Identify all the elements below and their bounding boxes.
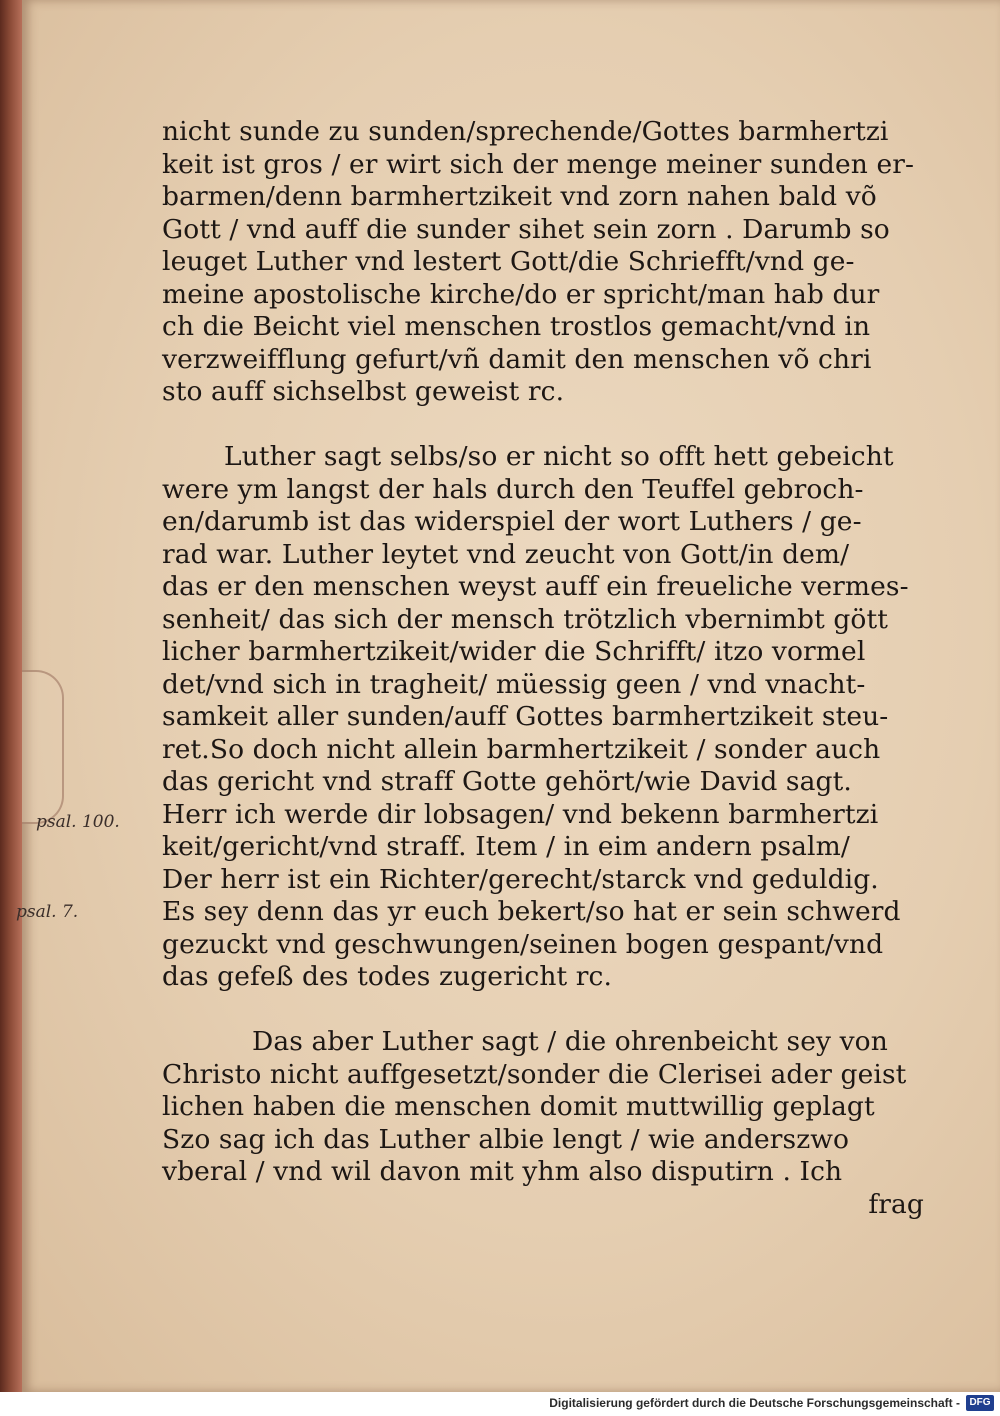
catchword: frag (868, 1188, 924, 1220)
text-line: Szo sag ich das Luther albie lengt / wie anderszwo (162, 1123, 850, 1155)
text-line: Der herr ist ein Richter/gerecht/starck vnd geduldig. (162, 863, 879, 895)
text-line: das gericht vnd straff Gotte gehört/wie David sagt. (162, 766, 852, 797)
text-line: Gott / vnd auff die sunder sihet sein zorn . Darumb so (162, 213, 890, 245)
margin-note-psalm-7: psal. 7. (16, 902, 79, 922)
text-line: barmen/denn barmhertzikeit vnd zorn nahen bald võ (162, 181, 877, 212)
text-line: das gefeß des todes zugericht rc. (162, 961, 613, 992)
text-line: were ym langst der hals durch den Teuffel gebroch- (162, 473, 864, 505)
page-clasp-mark (22, 670, 64, 824)
body-text (162, 116, 942, 1221)
text-line: nicht sunde zu sunden/sprechende/Gottes barmhertzi (162, 116, 889, 147)
text-line: vberal / vnd wil davon mit yhm also disputirn . Ich (162, 1156, 843, 1187)
text-line: rad war. Luther leytet vnd zeucht von Gott/in dem/ (162, 538, 850, 570)
footer-credit: Digitalisierung gefördert durch die Deutsche Forschungsgemeinschaft - (549, 1396, 960, 1410)
paragraph-gap (162, 994, 942, 1027)
text-line: ch die Beicht viel menschen trostlos gemacht/vnd in (162, 311, 871, 342)
paragraph-gap (162, 409, 942, 442)
text-line: Herr ich werde dir lobsagen/ vnd bekenn barmhertzi (162, 798, 879, 830)
text-line: Christo nicht auffgesetzt/sonder die Clerisei ader geist (162, 1058, 907, 1090)
text-line: keit/gericht/vnd straff. Item / in eim andern psalm/ (162, 831, 850, 862)
margin-note-psalm-100: psal. 100. (36, 812, 120, 832)
footer-bar (0, 1392, 1000, 1416)
text-line: lichen haben die menschen domit muttwillig geplagt (162, 1091, 875, 1122)
dfg-logo-icon: DFG (966, 1395, 994, 1411)
book-cover-edge (0, 0, 22, 1392)
text-line: Luther sagt selbs/so er nicht so offt hett gebeicht (224, 441, 894, 472)
text-line: senheit/ das sich der mensch trötzlich vbernimbt gött (162, 603, 888, 635)
text-line: leuget Luther vnd lestert Gott/die Schriefft/vnd ge- (162, 246, 855, 277)
text-line: meine apostolische kirche/do er spricht/man hab dur (162, 278, 880, 310)
text-line: licher barmhertzikeit/wider die Schrifft/ itzo vormel (162, 636, 866, 667)
text-line: Das aber Luther sagt / die ohrenbeicht sey von (252, 1026, 888, 1057)
text-line: gezuckt vnd geschwungen/seinen bogen gespant/vnd (162, 928, 884, 960)
text-line: en/darumb ist das widerspiel der wort Luthers / ge- (162, 506, 862, 537)
text-line: Es sey denn das yr euch bekert/so hat er sein schwerd (162, 896, 901, 927)
text-line: sto auff sichselbst geweist rc. (162, 376, 565, 407)
text-line: verzweifflung gefurt/vñ damit den menschen võ chri (162, 343, 872, 375)
text-line: samkeit aller sunden/auff Gottes barmhertzikeit steu- (162, 701, 889, 732)
text-line: keit ist gros / er wirt sich der menge meiner sunden er- (162, 148, 915, 180)
text-line: ret.So doch nicht allein barmhertzikeit / sonder auch (162, 733, 881, 765)
text-line: det/vnd sich in tragheit/ müessig geen / vnd vnacht- (162, 668, 866, 700)
text-line: das er den menschen weyst auff ein freueliche vermes- (162, 571, 909, 602)
